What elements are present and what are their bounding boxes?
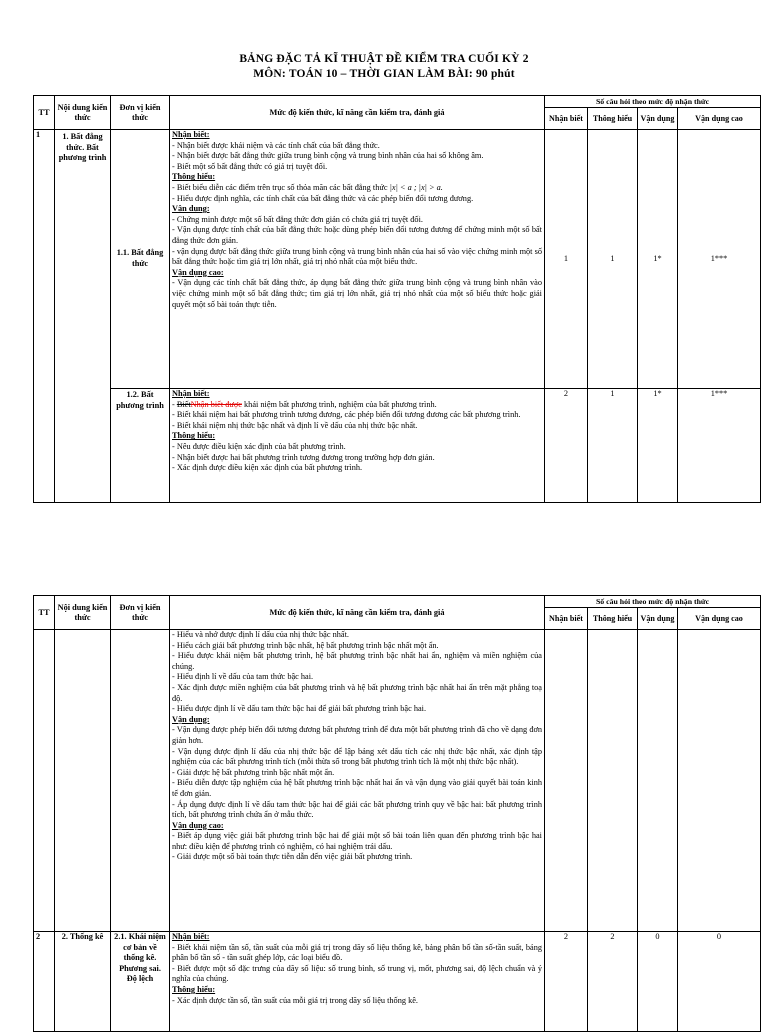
desc-line: - BiếtNhận biết được khái niệm bất phương trình, nghiệm của bất phương trình. <box>172 399 437 409</box>
empty-cell <box>55 630 111 932</box>
header-van-dung: Vận dụng <box>638 608 678 630</box>
empty-cell <box>111 630 170 932</box>
desc-line: - Biết được một số đặc trưng của dãy số liệu: số trung bình, số trung vị, mốt, phương sai, độ lệch chuẩn và ý nghĩa của chúng. <box>172 963 542 984</box>
row-tt: 2 <box>34 932 55 1032</box>
row-don-vi: 1.2. Bất phương trình <box>111 389 170 503</box>
level-heading: Nhận biết: <box>172 389 210 398</box>
desc-line: - Vận dụng được định lí dấu của nhị thức bậc để lập bảng xét dấu tích các nhị thức bậc nhất, xác định tập nghiệm của các bất phương trình tích (mỗi thừa số trong bất phương trình tích là một nhị thức bậc nhất). <box>172 746 542 767</box>
desc-line: - Vận dụng được phép biến đổi tương đương bất phương trình để đưa một bất phương trình đã cho về dạng đơn giản hơn. <box>172 725 542 745</box>
table-row <box>34 630 761 932</box>
desc-line: - Biết một số bất đẳng thức có giá trị tuyệt đối. <box>172 161 328 171</box>
header-don-vi: Đơn vị kiến thức <box>111 96 170 130</box>
revised-text: Nhận biết được <box>190 399 242 409</box>
row-description <box>170 130 545 389</box>
math-formula: |x| < a ; |x| > a. <box>389 182 443 192</box>
desc-text: khái niệm bất phương trình, nghiệm của bất phương trình. <box>241 399 437 409</box>
desc-line: - Hiểu được định nghĩa, các tính chất của bất đẳng thức và các phép biến đổi tương đương. <box>172 193 474 203</box>
empty-cell <box>678 630 761 932</box>
level-heading: Thông hiểu: <box>172 172 216 182</box>
level-heading: Vận dụng cao: <box>172 820 224 830</box>
row-noi-dung: 2. Thống kê <box>55 932 111 1032</box>
level-heading: Nhận biết: <box>172 932 210 941</box>
level-heading: Vận dụng: <box>172 714 210 724</box>
header-thong-hieu: Thông hiểu <box>588 608 638 630</box>
spec-table-2 <box>33 595 761 1032</box>
document-title: BẢNG ĐẶC TẢ KĨ THUẬT ĐỀ KIỂM TRA CUỐI KỲ 2 <box>239 53 529 65</box>
count-thong-hieu: 1 <box>588 389 638 503</box>
count-van-dung-cao: 0 <box>678 932 761 1032</box>
table-row <box>34 932 761 1032</box>
desc-line: - Nhận biết được bất đẳng thức giữa trung bình cộng và trung bình nhân của hai số không âm. <box>172 151 484 161</box>
deleted-text: Biết <box>176 399 191 409</box>
desc-line: - Vận dụng được tính chất của bất đẳng thức hoặc dùng phép biến đổi tương đương để chứng minh một số bất đẳng thức đơn giản. <box>172 225 542 245</box>
header-van-dung-cao: Vận dụng cao <box>678 608 761 630</box>
desc-line: - vận dụng được bất đẳng thức giữa trung bình cộng và trung bình nhân của hai số vào việc chứng minh một số bất đẳng thức hoặc tìm giá trị lớn nhất, giá trị nhỏ nhất của một biểu thức. <box>172 246 542 267</box>
row-don-vi: 2.1. Khái niệm cơ bản về thống kê. Phương sai. Độ lệch <box>111 932 170 1032</box>
desc-line: - Biểu diễn được tập nghiệm của hệ bất phương trình bậc nhất hai ẩn và vận dụng vào giải quyết bài toán kinh tế đơn giản. <box>172 778 542 798</box>
count-thong-hieu: 2 <box>588 932 638 1032</box>
header-don-vi: Đơn vị kiến thức <box>111 596 170 630</box>
desc-line: - Biết áp dụng việc giải bất phương trình bậc hai để giải một số bài toán liên quan đến phương trình bậc hai như: điều kiện để phương trình có nghiệm, có hai nghiệm trái dấu. <box>172 831 542 851</box>
header-so-cau: Số câu hỏi theo mức độ nhận thức <box>545 596 761 608</box>
desc-line: - Nêu được điều kiện xác định của bất phương trình. <box>172 441 346 451</box>
empty-cell <box>638 630 678 932</box>
header-nhan-biet: Nhận biết <box>545 108 588 130</box>
desc-line: - Nhận biết được hai bất phương trình tương đương trong trường hợp đơn giản. <box>172 452 435 462</box>
desc-line: - Xác định được miền nghiệm của bất phương trình và hệ bất phương trình bậc nhất hai ẩn trên mặt phẳng toạ độ. <box>172 682 542 703</box>
count-van-dung: 1* <box>638 130 678 389</box>
count-van-dung-cao: 1*** <box>678 389 761 503</box>
header-muc-do: Mức độ kiến thức, kĩ năng cần kiểm tra, đánh giá <box>170 96 545 130</box>
desc-line: - Chứng minh được một số bất đẳng thức đơn giản có chứa giá trị tuyệt đối. <box>172 214 423 224</box>
desc-line: - Hiểu định lí về dấu của tam thức bậc hai. <box>172 672 314 682</box>
desc-line: - Biết khái niệm hai bất phương trình tương đương, các phép biến đổi tương đương các bất phương trình. <box>172 410 521 420</box>
empty-cell <box>545 630 588 932</box>
table-row <box>34 389 761 503</box>
header-noi-dung: Nội dung kiến thức <box>55 596 111 630</box>
desc-line: - Nhận biết được khái niệm và các tính chất của bất đẳng thức. <box>172 140 380 150</box>
count-nhan-biet: 2 <box>545 932 588 1032</box>
count-van-dung: 1* <box>638 389 678 503</box>
count-nhan-biet: 2 <box>545 389 588 503</box>
desc-line: - Biết khái niệm tần số, tần suất của mỗi giá trị trong dãy số liệu thống kê, bảng phân bố tần số-tần suất, bảng phân bố tần số - tần suất ghép lớp, các loại biểu đồ. <box>172 942 542 963</box>
empty-cell <box>34 630 55 932</box>
desc-line: - Hiểu được định lí về dấu tam thức bậc hai để giải bất phương trình bậc hai. <box>172 704 427 714</box>
level-heading: Vận dụng cao: <box>172 267 224 277</box>
level-heading: Vận dụng: <box>172 204 210 214</box>
desc-line: - Giải được hệ bất phương trình bậc nhất một ẩn. <box>172 767 335 777</box>
header-thong-hieu: Thông hiểu <box>588 108 638 130</box>
header-van-dung-cao: Vận dụng cao <box>678 108 761 130</box>
desc-line: - Biết khái niệm nhị thức bậc nhất và định lí về dấu của nhị thức bậc nhất. <box>172 420 418 430</box>
document-subtitle: MÔN: TOÁN 10 – THỜI GIAN LÀM BÀI: 90 phút <box>253 68 515 80</box>
desc-line: - Hiểu được khái niệm bất phương trình, hệ bất phương trình bậc nhất hai ẩn, nghiệm và miền nghiệm của chúng. <box>172 651 542 671</box>
desc-line: - Giải được một số bài toán thực tiễn dẫn đến việc giải bất phương trình. <box>172 852 413 862</box>
header-nhan-biet: Nhận biết <box>545 608 588 630</box>
desc-line: - Xác định được tần số, tần suất của mỗi giá trị trong dãy số liệu thống kê. <box>172 995 418 1005</box>
header-noi-dung: Nội dung kiến thức <box>55 96 111 130</box>
header-muc-do: Mức độ kiến thức, kĩ năng cần kiểm tra, đánh giá <box>170 596 545 630</box>
header-tt: TT <box>34 596 55 630</box>
header-tt: TT <box>34 96 55 130</box>
count-nhan-biet: 1 <box>545 130 588 389</box>
desc-line: - Xác định được điều kiện xác định của bất phương trình. <box>172 463 363 473</box>
spec-table-1 <box>33 95 761 503</box>
count-van-dung: 0 <box>638 932 678 1032</box>
level-heading: Thông hiểu: <box>172 431 216 441</box>
row-description <box>170 932 545 1032</box>
level-heading: Nhận biết: <box>172 130 210 139</box>
desc-line: - Hiểu và nhớ được định lí dấu của nhị thức bậc nhất. <box>172 630 349 639</box>
count-thong-hieu: 1 <box>588 130 638 389</box>
row-don-vi: 1.1. Bất đẳng thức <box>111 130 170 389</box>
row-description <box>170 389 545 503</box>
row-description <box>170 630 545 932</box>
row-tt: 1 <box>34 130 55 503</box>
header-van-dung: Vận dụng <box>638 108 678 130</box>
desc-text: - Biết biểu diễn các điểm trên trục số thỏa mãn các bất đẳng thức <box>172 182 388 192</box>
row-noi-dung: 1. Bất đẳng thức. Bất phương trình <box>55 130 111 503</box>
desc-line: - Vận dụng các tính chất bất đẳng thức, áp dụng bất đẳng thức giữa trung bình cộng và trung bình nhân vào việc chứng minh một số bất đẳng thức; tìm giá trị lớn nhất, giá trị nhỏ nhất của một số biểu thức hoặc giải quyết một số bài toán thực tiễn. <box>172 278 542 309</box>
header-so-cau: Số câu hỏi theo mức độ nhận thức <box>545 96 761 108</box>
desc-line <box>172 183 542 194</box>
count-van-dung-cao: 1*** <box>678 130 761 389</box>
empty-cell <box>588 630 638 932</box>
level-heading: Thông hiểu: <box>172 984 216 994</box>
table-row <box>34 130 761 389</box>
desc-line: - Áp dụng được định lí về dấu tam thức bậc hai để giải các bất phương trình quy về bậc hai: bất phương trình tích, bất phương trình chứa ẩn ở mẫu thức. <box>172 799 542 820</box>
desc-line: - Hiểu cách giải bất phương trình bậc nhất, hệ bất phương trình bậc nhất một ẩn. <box>172 640 439 650</box>
